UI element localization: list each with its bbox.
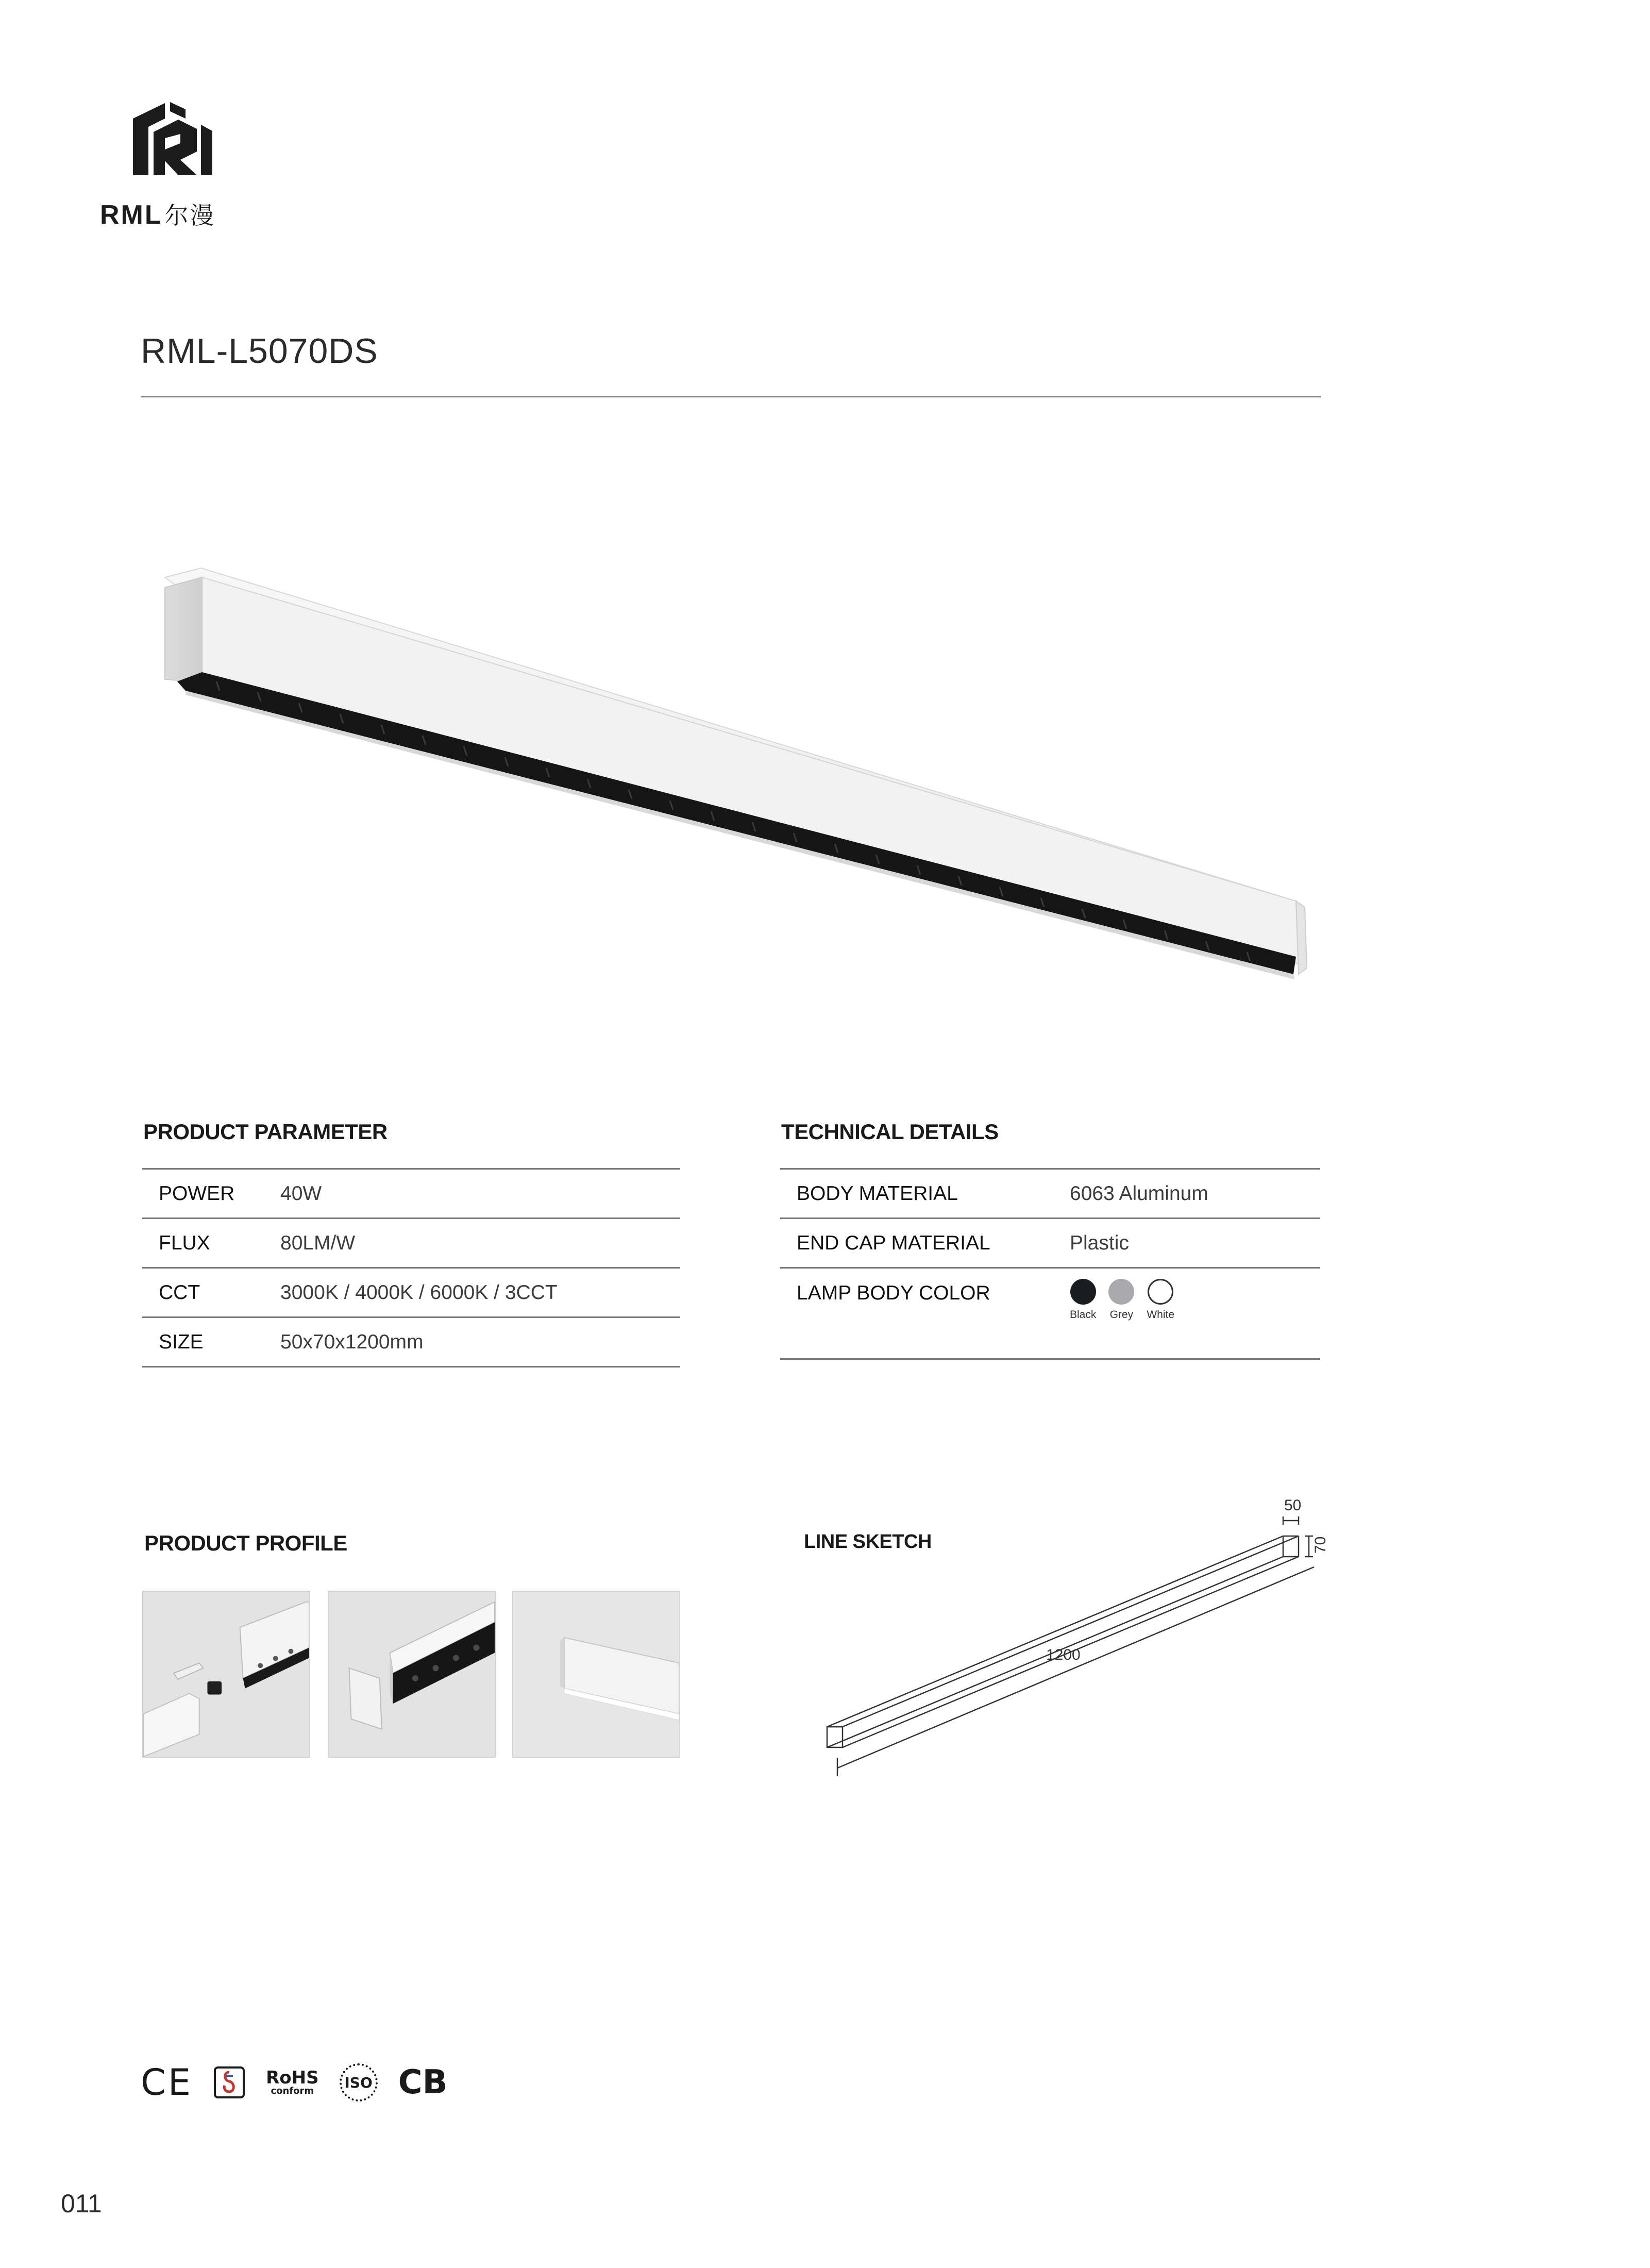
table-row bbox=[780, 1268, 1320, 1359]
param-label: POWER bbox=[142, 1169, 280, 1219]
table-row bbox=[142, 1169, 680, 1219]
param-label: FLUX bbox=[142, 1219, 280, 1268]
product-parameter-table bbox=[142, 1168, 680, 1368]
tech-label: END CAP MATERIAL bbox=[780, 1219, 1070, 1268]
technical-details-heading: TECHNICAL DETAILS bbox=[781, 1120, 999, 1144]
profile-image-diffuser bbox=[512, 1591, 680, 1758]
product-parameter-heading: PRODUCT PARAMETER bbox=[143, 1120, 388, 1144]
color-swatches-cell bbox=[1070, 1268, 1320, 1359]
brand-name: RML bbox=[100, 200, 163, 230]
rohs-text: RoHS bbox=[266, 2067, 319, 2088]
table-row bbox=[780, 1169, 1320, 1219]
param-label: SIZE bbox=[142, 1318, 280, 1367]
swatch-white bbox=[1147, 1279, 1174, 1321]
rohs-sub-text: conform bbox=[271, 2086, 314, 2096]
page-number: 011 bbox=[61, 2189, 102, 2218]
table-row bbox=[142, 1268, 680, 1318]
table-row bbox=[142, 1318, 680, 1367]
ce-mark-icon: CE bbox=[141, 2061, 193, 2104]
title-divider bbox=[141, 396, 1321, 397]
swatch-label: White bbox=[1147, 1309, 1175, 1321]
tech-label: LAMP BODY COLOR bbox=[780, 1268, 1070, 1359]
brand-wordmark bbox=[100, 197, 215, 231]
iso-mark bbox=[340, 2063, 378, 2102]
sketch-width-label: 50 bbox=[1284, 1497, 1302, 1514]
param-value: 50x70x1200mm bbox=[280, 1318, 680, 1367]
swatch-label: Black bbox=[1070, 1309, 1097, 1321]
brand-name-cn: 尔漫 bbox=[164, 202, 215, 229]
swatch-black-dot bbox=[1070, 1279, 1096, 1305]
rohs-mark bbox=[266, 2069, 318, 2096]
product-profile-heading: PRODUCT PROFILE bbox=[144, 1531, 347, 1555]
cb-mark-icon: CB bbox=[398, 2063, 448, 2102]
line-sketch-heading: LINE SKETCH bbox=[804, 1531, 932, 1553]
tech-value: 6063 Aluminum bbox=[1070, 1169, 1320, 1219]
profile-image-endcap bbox=[328, 1591, 496, 1758]
product-photo bbox=[155, 567, 1314, 1000]
param-value: 3000K / 4000K / 6000K / 3CCT bbox=[280, 1268, 680, 1318]
color-swatches bbox=[1070, 1279, 1320, 1321]
param-value: 80LM/W bbox=[280, 1219, 680, 1268]
tech-label: BODY MATERIAL bbox=[780, 1169, 1070, 1219]
swatch-white-dot bbox=[1148, 1279, 1173, 1305]
sketch-height-label: 70 bbox=[1312, 1536, 1329, 1554]
tech-value: Plastic bbox=[1070, 1219, 1320, 1268]
param-label: CCT bbox=[142, 1268, 280, 1318]
table-row bbox=[142, 1219, 680, 1268]
line-sketch-drawing bbox=[819, 1490, 1345, 1778]
swatch-grey-dot bbox=[1108, 1279, 1134, 1305]
param-value: 40W bbox=[280, 1169, 680, 1219]
sketch-length-label: 1200 bbox=[1046, 1646, 1081, 1663]
brand-logo-icon bbox=[129, 98, 216, 186]
table-row bbox=[780, 1219, 1320, 1268]
product-model-title: RML-L5070DS bbox=[141, 331, 378, 371]
swatch-black bbox=[1070, 1279, 1096, 1321]
iso-text: ISO bbox=[344, 2074, 373, 2091]
profile-image-connector bbox=[142, 1591, 310, 1758]
safety-mark-icon bbox=[213, 2066, 245, 2099]
swatch-grey bbox=[1108, 1279, 1134, 1321]
swatch-label: Grey bbox=[1109, 1309, 1134, 1321]
technical-details-table bbox=[780, 1168, 1320, 1360]
certification-logos bbox=[141, 2062, 447, 2103]
